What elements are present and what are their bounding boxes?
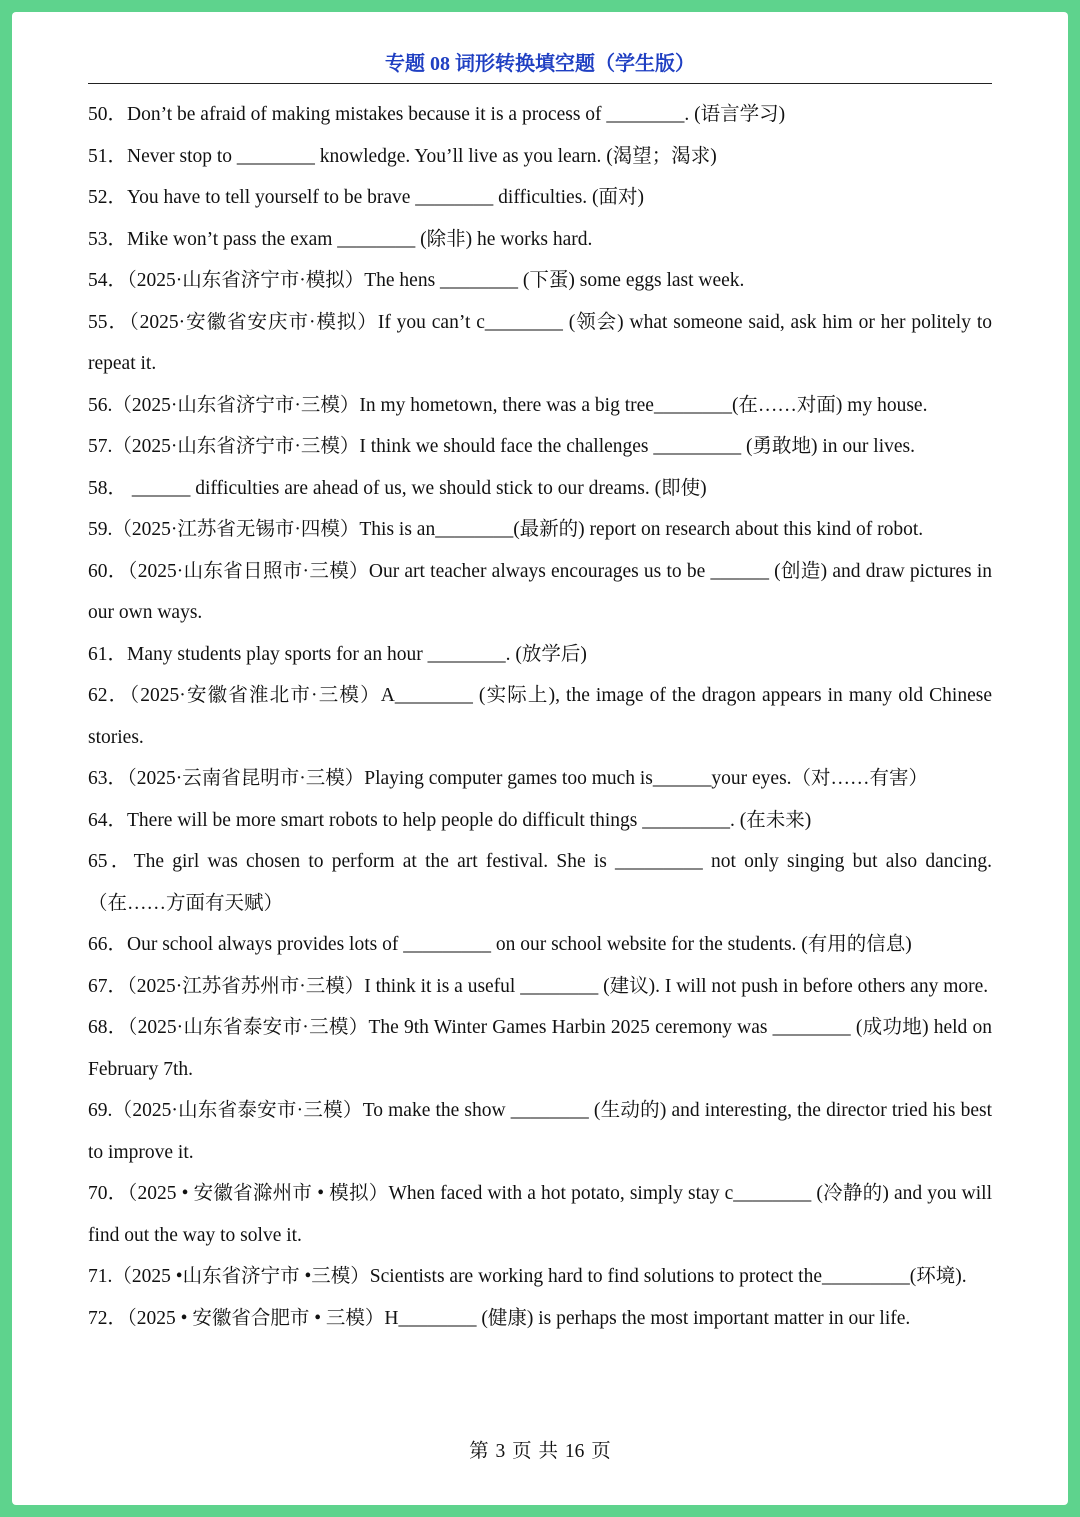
- question-item: 66．Our school always provides lots of _________ on our school website for the students. (有用的信息): [88, 934, 912, 955]
- question-item: 64．There will be more smart robots to help people do difficult things _________. (在未来): [88, 809, 812, 831]
- question-item: 52．You have to tell yourself to be brave ________ difficulties. (面对): [88, 187, 645, 208]
- question-item: 59.（2025·江苏省无锡市·四模）This is an________(最新的) report on research about this kind of robot.: [88, 519, 924, 540]
- question-item: 58． ______ difficulties are ahead of us, we should stick to our dreams. (即使): [88, 477, 707, 499]
- question-item: 67．（2025·江苏省苏州市·三模）I think it is a useful ________ (建议). I will not push in before others any more.: [88, 975, 989, 997]
- question-item: 63．（2025·云南省昆明市·三模）Playing computer games too much is______your eyes.（对……有害）: [88, 768, 929, 789]
- question-item: 72．（2025 • 安徽省合肥市 • 三模）H________ (健康) is perhaps the most important matter in our life.: [88, 1307, 911, 1329]
- document-page: [12, 12, 1068, 1505]
- question-item: 62．（2025·安徽省淮北市·三模）A________ (实际上), the image of the dragon appears in many old Chinese stories.: [88, 685, 992, 748]
- question-item: 57.（2025·山东省济宁市·三模）I think we should face the challenges _________ (勇敢地) in our lives.: [88, 436, 915, 457]
- question-item: 61．Many students play sports for an hour ________. (放学后): [88, 643, 587, 665]
- question-item: 51．Never stop to ________ knowledge. You’ll live as you learn. (渴望；渴求): [88, 145, 717, 167]
- page-header-title: 专题 08 词形转换填空题（学生版）: [385, 53, 695, 75]
- question-item: 55．（2025·安徽省安庆市·模拟）If you can’t c________ (领会) what someone said, ask him or her politely to repeat it.: [88, 311, 992, 374]
- question-item: 69.（2025·山东省泰安市·三模）To make the show ________ (生动的) and interesting, the director tried his best to improve it.: [88, 1100, 992, 1163]
- question-item: 60．（2025·山东省日照市·三模）Our art teacher always encourages us to be ______ (创造) and draw pictures in our own ways.: [88, 560, 992, 623]
- question-list: [88, 94, 992, 1339]
- question-item: 68．（2025·山东省泰安市·三模）The 9th Winter Games Harbin 2025 ceremony was ________ (成功地) held on February 7th.: [88, 1017, 992, 1080]
- header-divider: [88, 83, 992, 84]
- question-item: 50．Don’t be afraid of making mistakes because it is a process of ________. (语言学习): [88, 104, 786, 125]
- question-item: 70．（2025 • 安徽省滁州市 • 模拟）When faced with a hot potato, simply stay c________ (冷静的) and you will find out the way to solve it.: [88, 1183, 992, 1246]
- page-number-footer: 第 3 页 共 16 页: [469, 1441, 611, 1462]
- question-item: 54．（2025·山东省济宁市·模拟）The hens ________ (下蛋) some eggs last week.: [88, 270, 745, 291]
- question-item: 65．The girl was chosen to perform at the art festival. She is _________ not only singing but also dancing.（在……方面有天赋）: [88, 851, 992, 914]
- question-item: 56.（2025·山东省济宁市·三模）In my hometown, there was a big tree________(在……对面) my house.: [88, 394, 928, 416]
- question-item: 71.（2025 •山东省济宁市 •三模）Scientists are working hard to find solutions to protect the_________(环境).: [88, 1266, 967, 1287]
- question-item: 53．Mike won’t pass the exam ________ (除非) he works hard.: [88, 228, 593, 250]
